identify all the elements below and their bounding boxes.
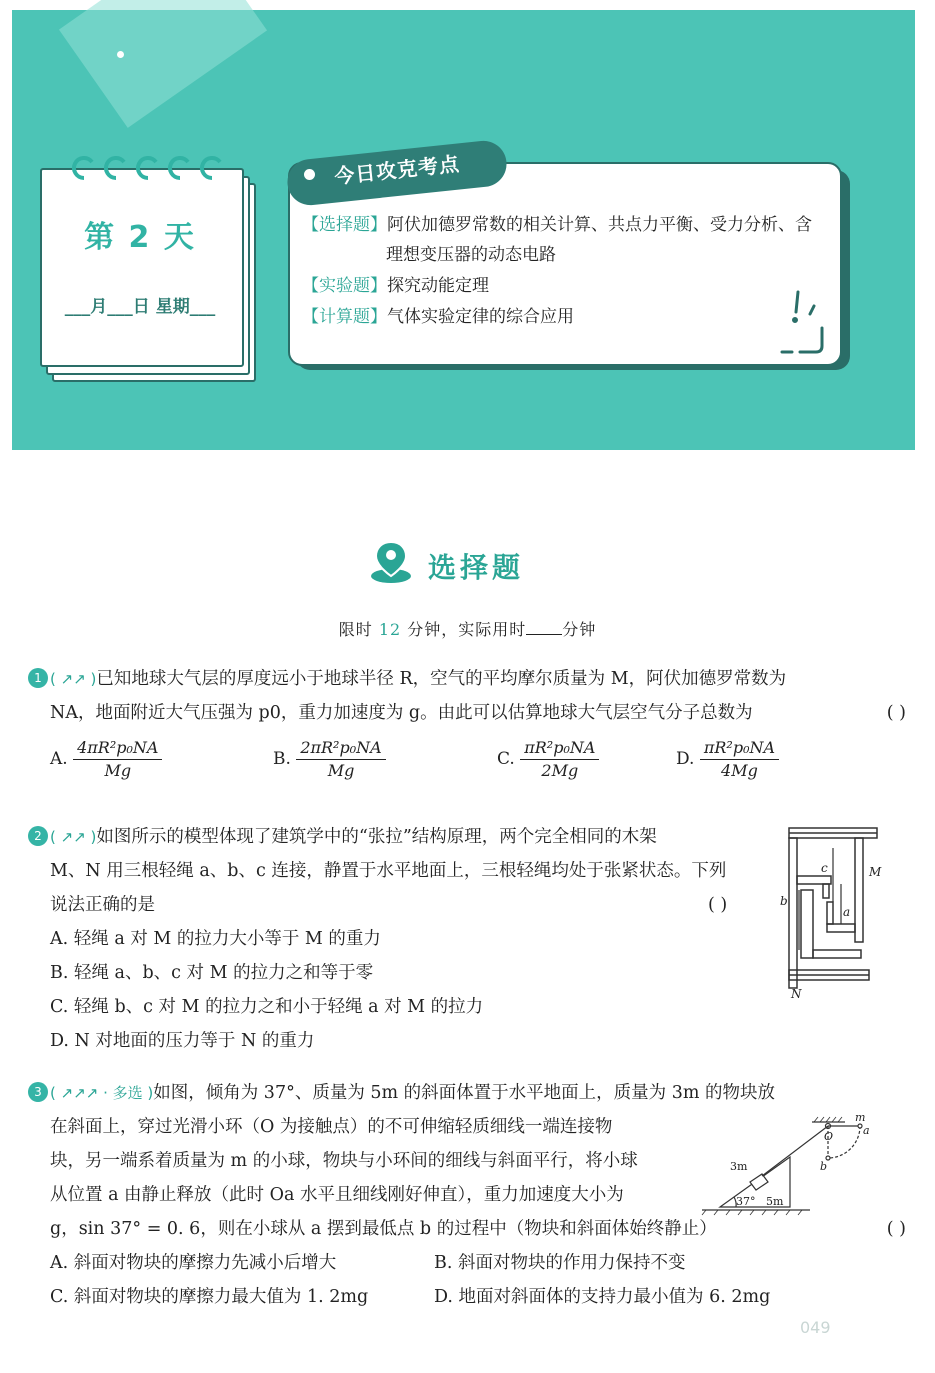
timing-line (0, 617, 935, 640)
q2-option-b: B. 轻绳 a、b、c 对 M 的拉力之和等于零 (50, 963, 374, 983)
objective-tag: 【实验题】 (302, 276, 387, 296)
q3-options-row2 (28, 1280, 908, 1314)
tape-dot-icon (117, 51, 124, 58)
question-1 (28, 662, 908, 730)
objective-text: 气体实验定律的综合应用 (387, 307, 574, 327)
option-label: A. (50, 749, 68, 769)
timing-suffix: 分钟，实际用时 (407, 620, 527, 639)
q2-text-1: 如图所示的模型体现了建筑学中的“张拉”结构原理，两个完全相同的木架 (96, 827, 657, 847)
label-a: a (843, 905, 851, 919)
objective-text: 探究动能定理 (387, 276, 489, 296)
date-line: ___月___日 星期___ (64, 297, 216, 317)
label-b: b (780, 894, 788, 908)
q3-text-2: 在斜面上，穿过光滑小环（O 为接触点）的不可伸缩轻质细线一端连接物 (50, 1117, 613, 1137)
day-title: 第 2 天 (84, 220, 196, 255)
answer-paren: ( ) (886, 1219, 906, 1239)
objective-row (302, 210, 812, 240)
label-M: M (869, 865, 882, 879)
timing-minutes: 12 (378, 620, 402, 639)
card-title: 今日攻克考点 (333, 151, 462, 189)
calendar-sheet-front (40, 168, 244, 367)
q2-option-a: A. 轻绳 a 对 M 的拉力大小等于 M 的重力 (50, 929, 381, 949)
q2-line3 (28, 888, 778, 922)
fraction-denominator: 2Mg (541, 761, 579, 780)
q1-text-2: NA，地面附近大气压强为 p0，重力加速度为 g。由此可以估算地球大气层空气分子总数为 (50, 703, 753, 723)
objective-tag: 【计算题】 (302, 307, 387, 327)
timing-prefix: 限时 (338, 620, 373, 639)
difficulty-marker: ( ↗↗↗ · 多选 ) (50, 1084, 154, 1102)
label-O: O (824, 1130, 834, 1143)
label-m: m (855, 1112, 866, 1124)
q3-option-b: B. 斜面对物块的作用力保持不变 (434, 1253, 686, 1273)
q2-line1 (28, 820, 778, 854)
label-block-mass: 3m (730, 1160, 748, 1173)
option-label: C. (497, 749, 515, 769)
objective-row (302, 271, 489, 301)
option-label: D. (676, 749, 695, 769)
page-number: 049 (800, 1318, 831, 1337)
objective-row (386, 240, 556, 270)
fraction (73, 737, 162, 782)
q3-option-d: D. 地面对斜面体的支持力最小值为 6. 2mg (434, 1287, 771, 1307)
q3-text-4: 从位置 a 由静止释放（此时 Oa 水平且细线刚好伸直），重力加速度大小为 (50, 1185, 624, 1205)
label-c: c (821, 861, 828, 875)
timing-end: 分钟 (562, 620, 597, 639)
tensegrity-figure (775, 820, 885, 1005)
q3-line1 (28, 1076, 908, 1110)
q3-option-a: A. 斜面对物块的摩擦力先减小后增大 (50, 1253, 337, 1273)
section-title: 选择题 (428, 551, 525, 584)
answer-paren: ( ) (886, 703, 906, 723)
fraction-numerator: 2πR²p₀NA (296, 737, 385, 760)
q2-option-c: C. 轻绳 b、c 对 M 的拉力之和小于轻绳 a 对 M 的拉力 (50, 997, 484, 1017)
q2-text-2: M、N 用三根轻绳 a、b、c 连接，静置于水平地面上，三根轻绳均处于张紧状态。下列 (50, 861, 727, 881)
label-angle: 37° (736, 1195, 756, 1208)
fraction-numerator: πR²p₀NA (520, 737, 599, 760)
q1-option-b (273, 737, 386, 782)
q3-text-1: 如图，倾角为 37°、质量为 5m 的斜面体置于水平地面上，质量为 3m 的物块放 (153, 1083, 776, 1103)
question-number-badge: 3 (28, 1082, 48, 1102)
incline-figure (700, 1112, 875, 1222)
q1-line2 (28, 696, 908, 730)
label-a: a (863, 1124, 870, 1137)
fraction (296, 737, 385, 782)
q3-text-3: 块，另一端系着质量为 m 的小球，物块与小环间的细线与斜面平行，将小球 (50, 1151, 638, 1171)
fraction-numerator: πR²p₀NA (700, 737, 779, 760)
objective-text: 阿伏加德罗常数的相关计算、共点力平衡、受力分析、含 (387, 215, 812, 235)
calendar-rings-icon (64, 148, 224, 188)
objective-row (302, 302, 574, 332)
fraction-numerator: 4πR²p₀NA (73, 737, 162, 760)
exclamation-decoration-icon (770, 288, 830, 358)
difficulty-marker: ( ↗↗ ) (50, 670, 97, 688)
card-tab-dot-icon (304, 169, 315, 180)
q2-option-d: D. N 对地面的压力等于 N 的重力 (50, 1031, 315, 1051)
q3-options-row1 (28, 1246, 908, 1280)
q2-text-3: 说法正确的是 (50, 895, 155, 915)
fraction-denominator: Mg (327, 761, 355, 780)
difficulty-marker: ( ↗↗ ) (50, 828, 97, 846)
question-2 (28, 820, 778, 1058)
blank-underline (526, 634, 562, 635)
label-b: b (820, 1160, 828, 1173)
label-N: N (791, 987, 802, 1001)
answer-paren: ( ) (708, 895, 728, 915)
label-incline-mass: 5m (766, 1195, 784, 1208)
q1-text-1: 已知地球大气层的厚度远小于地球半径 R，空气的平均摩尔质量为 M，阿伏加德罗常数为 (96, 669, 787, 689)
fraction (520, 737, 599, 782)
q3-text-5: g，sin 37° = 0. 6，则在小球从 a 摆到最低点 b 的过程中（物块和斜面体始终静止） (50, 1219, 717, 1239)
fraction (700, 737, 779, 782)
question-number-badge: 2 (28, 826, 48, 846)
q1-option-a (50, 737, 162, 782)
q1-option-d (676, 737, 779, 782)
q1-option-c (497, 737, 599, 782)
fraction-denominator: Mg (104, 761, 132, 780)
objective-tag: 【选择题】 (302, 215, 387, 235)
location-pin-icon (370, 540, 412, 584)
q3-option-c: C. 斜面对物块的摩擦力最大值为 1. 2mg (50, 1287, 369, 1307)
objective-text: 理想变压器的动态电路 (386, 245, 556, 265)
question-number-badge: 1 (28, 668, 48, 688)
q1-line1 (28, 662, 908, 696)
option-label: B. (273, 749, 291, 769)
fraction-denominator: 4Mg (721, 761, 758, 780)
